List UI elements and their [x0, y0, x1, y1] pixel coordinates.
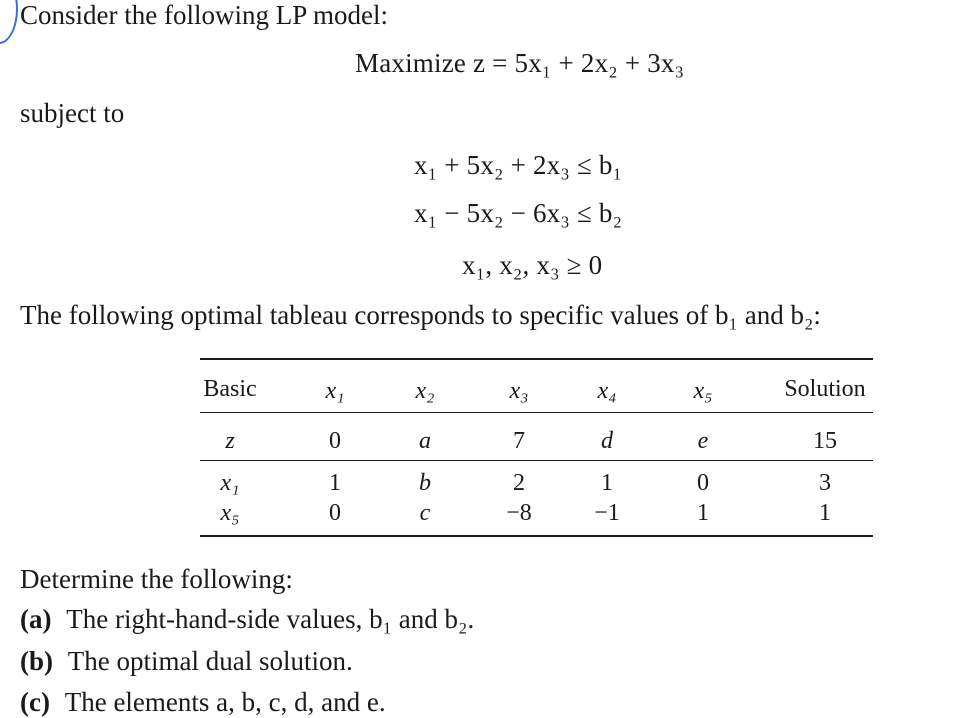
part-b-label: (b) — [20, 646, 53, 676]
table-header-solution: Solution — [784, 376, 866, 402]
table-header-basic: Basic — [203, 376, 257, 402]
table-cell-x5-x1: 0 — [329, 500, 341, 526]
table-cell-x5-x3: −8 — [506, 500, 532, 526]
table-header-x4: x₄ — [597, 378, 617, 404]
constraint-2: x₁ − 5x₂ − 6x₃ ≤ b₂ — [414, 198, 623, 228]
table-header-x1: x₁ — [325, 378, 345, 404]
table-cell-x5-x4: −1 — [594, 500, 620, 526]
tableau-intro-text: The following optimal tableau corresponds to specific values of b₁ and b₂: — [20, 300, 821, 330]
table-bottom-rule — [200, 535, 873, 537]
intro-text: Consider the following LP model: — [20, 0, 388, 30]
nonnegativity-constraint: x₁, x₂, x₃ ≥ 0 — [462, 250, 603, 280]
table-header-x5: x₅ — [693, 378, 713, 404]
table-cell-z-x5: e — [697, 428, 709, 454]
determine-heading: Determine the following: — [20, 564, 293, 594]
part-a — [20, 604, 474, 635]
part-c — [20, 687, 386, 718]
objective-function: Maximize z = 5x₁ + 2x₂ + 3x₃ — [355, 48, 685, 78]
table-header-x3: x₃ — [509, 378, 529, 404]
table-cell-basic-x1: x₁ — [220, 470, 240, 496]
table-header-rule — [200, 412, 873, 413]
table-cell-basic-z: z — [225, 428, 235, 454]
table-cell-x1-x5: 0 — [697, 470, 709, 496]
part-a-text: The right-hand-side values, b₁ and b₂. — [66, 604, 475, 634]
table-cell-z-solution: 15 — [813, 428, 837, 454]
table-cell-z-x3: 7 — [513, 428, 525, 454]
table-cell-x1-x4: 1 — [601, 470, 613, 496]
subject-to-label: subject to — [20, 98, 125, 128]
part-c-text: The elements a, b, c, d, and e. — [64, 687, 386, 717]
table-top-rule — [200, 358, 873, 360]
table-cell-x5-solution: 1 — [819, 500, 831, 526]
part-c-label: (c) — [20, 687, 50, 717]
margin-marker — [0, 0, 18, 44]
table-cell-x5-x2: c — [419, 500, 431, 526]
table-z-row-rule — [200, 460, 873, 461]
table-header-x2: x₂ — [415, 378, 435, 404]
table-cell-x1-x1: 1 — [329, 470, 341, 496]
table-cell-x1-x3: 2 — [513, 470, 525, 496]
table-cell-x1-solution: 3 — [819, 470, 831, 496]
part-b-text: The optimal dual solution. — [67, 646, 353, 676]
table-cell-z-x1: 0 — [329, 428, 341, 454]
table-cell-basic-x5: x₅ — [220, 500, 240, 526]
table-cell-z-x2: a — [419, 428, 431, 454]
part-b — [20, 646, 353, 677]
part-a-label: (a) — [20, 604, 52, 634]
table-cell-z-x4: d — [601, 428, 613, 454]
constraint-1: x₁ + 5x₂ + 2x₃ ≤ b₁ — [414, 150, 623, 180]
table-cell-x5-x5: 1 — [697, 500, 709, 526]
table-cell-x1-x2: b — [419, 470, 431, 496]
